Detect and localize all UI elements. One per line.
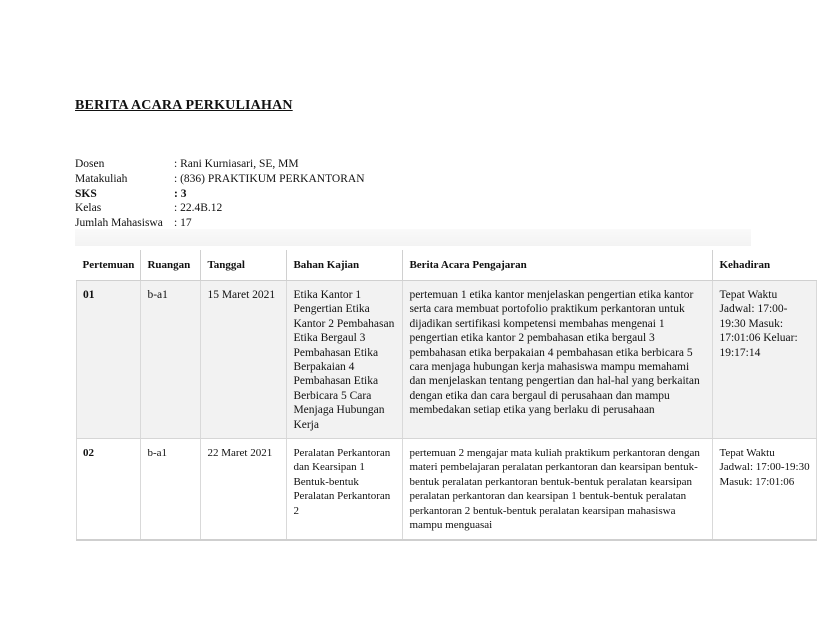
info-value: : 17 [174,217,192,230]
info-label: Matakuliah [75,172,128,185]
header-ruangan: Ruangan [141,250,201,281]
document-title: BERITA ACARA PERKULIAHAN [75,98,293,113]
lecture-schedule-table [76,250,817,541]
info-label: Dosen [75,158,105,170]
header-berita-acara: Berita Acara Pengajaran [403,250,713,281]
info-row-dosen [75,157,365,172]
header-kehadiran: Kehadiran [713,250,817,281]
cell-pertemuan: 01 [77,281,141,439]
info-row-kelas [75,201,365,216]
info-value: : 3 [174,187,187,200]
table-header-row [77,250,817,281]
cell-pertemuan: 02 [77,439,141,540]
cell-ruangan: b-a1 [141,439,201,540]
cell-tanggal: 22 Maret 2021 [201,439,287,540]
table-row [77,281,817,439]
info-value: : 22.4B.12 [174,202,223,215]
cell-kehadiran: Tepat Waktu Jadwal: 17:00-19:30 Masuk: 17:01:06 [713,439,817,540]
info-row-sks [75,187,365,202]
header-pertemuan: Pertemuan [77,250,141,281]
info-value: : Rani Kurniasari, SE, MM [174,158,299,170]
cell-bahan-kajian: Etika Kantor 1 Pengertian Etika Kantor 2 Pembahasan Etika Bergaul 3 Pembahasan Etika Berpakaian 4 Pembahasan Etika Berbicara 5 Cara Menjaga Hubungan Kerja [287,281,403,439]
cell-bahan-kajian: Peralatan Perkantoran dan Kearsipan 1 Bentuk-bentuk Peralatan Perkantoran 2 [287,439,403,540]
header-tanggal: Tanggal [201,250,287,281]
info-row-matakuliah [75,172,365,187]
cell-berita-acara: pertemuan 2 mengajar mata kuliah praktikum perkantoran dengan materi pembelajaran peralatan perkantoran dan kearsipan bentuk-bentuk peralatan perkantoran bentuk-bentuk peralatan kearsipan peralatan perkantoran dan kearsipan 1 bentuk-bentuk peralatan perkantoran 2 bentuk-bentuk peralatan kearsipan mahasiswa mampu menguasai [403,439,713,540]
info-label: Kelas [75,202,102,215]
cell-tanggal: 15 Maret 2021 [201,281,287,439]
cell-berita-acara: pertemuan 1 etika kantor menjelaskan pengertian etika kantor serta cara membuat portofolio praktikum perkantoran untuk dijadikan sertifikasi kompetensi membahas mengenai 1 pengertian etika kantor 2 pembahasan etika bergaul 3 pembahasan etika berpakaian 4 pembahasan etika berbicara 5 cara menjaga hubungan kerja mahasiswa mampu memahami dan menjelaskan tentang pengertian dan hal-hal yang berkaitan dengan etika dan cara bergaul di perusahaan dan mampu membedakan setiap etika yang berlaku di perusahaan [403,281,713,439]
header-band [75,229,751,246]
cell-ruangan: b-a1 [141,281,201,439]
info-value: : (836) PRAKTIKUM PERKANTORAN [174,172,365,185]
course-info [75,157,365,231]
info-label: SKS [75,187,97,200]
table-row [77,439,817,540]
header-bahan-kajian: Bahan Kajian [287,250,403,281]
info-label: Jumlah Mahasiswa [75,217,163,230]
cell-kehadiran: Tepat Waktu Jadwal: 17:00-19:30 Masuk: 17:01:06 Keluar: 19:17:14 [713,281,817,439]
